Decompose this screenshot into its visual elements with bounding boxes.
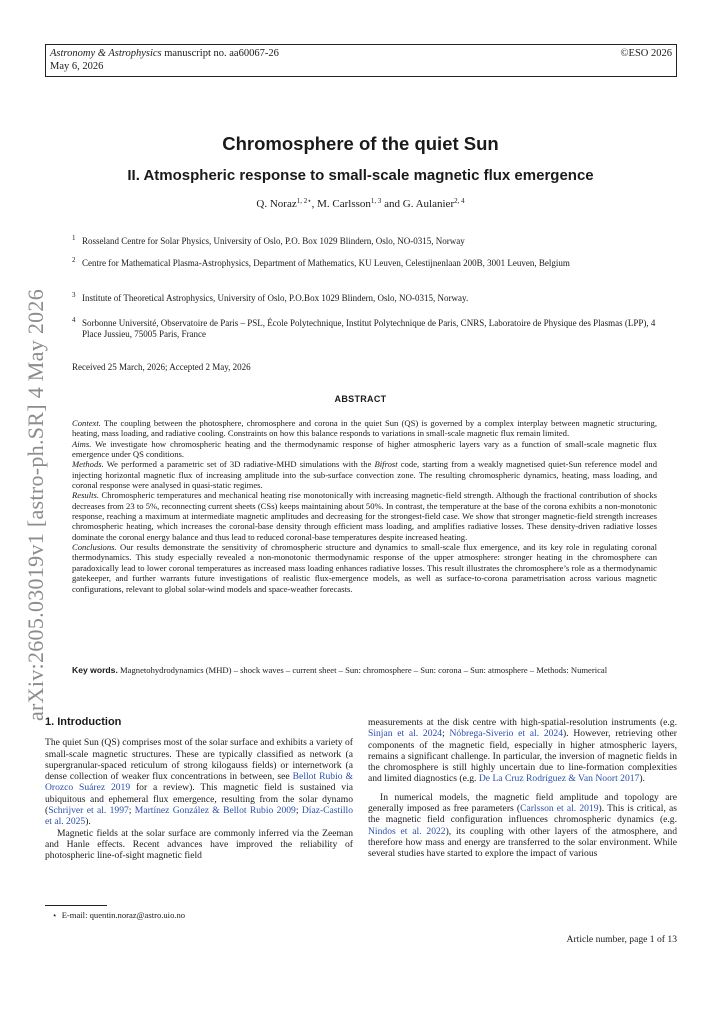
- abstract-conclusions: [72, 542, 657, 594]
- paragraph-text: The quiet Sun (QS) comprises most of the solar surface and exhibits a variety of small-scale magnetic structures. These are typically classified as network (a supergranular-spaced reticulum of strong kilogauss fields) or internetwork (a dense collection of weaker flux concentrations in between, see: [45, 737, 353, 783]
- citation-link[interactable]: De La Cruz Rodríguez & Van Noort 2017: [478, 773, 640, 785]
- affiliation-number: 2: [72, 256, 76, 264]
- author-separator: and: [381, 198, 403, 210]
- footnote-email: E-mail: quentin.noraz@astro.uio.no: [61, 910, 186, 920]
- arxiv-stamp-text: arXiv:2605.03019v1 [astro-ph.SR] 4 May 2026: [23, 288, 48, 722]
- paragraph: [368, 792, 677, 860]
- paragraph-text: ). This is critical, as the magnetic field configuration influences chromospheric dynamics (e.g.: [368, 803, 677, 826]
- affiliation-text: Institute of Theoretical Astrophysics, University of Oslo, P.O.Box 1029 Blindern, Oslo, NO-0315, Norway.: [82, 293, 469, 303]
- paragraph: measurements at the disk centre with high-spatial-resolution instruments (e.g. Sinjan et al. 2024; Nóbrega-Siverio et al. 2024). However, retrieving other components of the magnetic field, especially in higher atmospheric layers, remains a significant challenge. In particular, the inversion of magnetic fields in the chromosphere is still highly uncertain due to line-formation complexities and limited diagnostics (e.g. De La Cruz Rodríguez & Van Noort 2017).: [368, 717, 677, 785]
- paper-subtitle: II. Atmospheric response to small-scale magnetic flux emergence: [127, 167, 594, 184]
- abstract-label: Context.: [72, 418, 101, 428]
- paper-title: Chromosphere of the quiet Sun: [222, 133, 499, 154]
- author-name: M. Carlsson: [317, 198, 371, 210]
- keywords-text: Magnetohydrodynamics (MHD) – shock waves – current sheet – Sun: chromosphere – Sun: corona – Sun: atmosphere – Methods: Numerical: [120, 665, 608, 675]
- author-affiliation-marks: 2, 4: [454, 197, 465, 205]
- copyright: ©ESO 2026: [620, 48, 672, 59]
- paragraph-text: ).: [639, 773, 645, 785]
- author-separator: ,: [311, 198, 318, 210]
- code-name: Bifrost: [374, 459, 398, 470]
- page-number-label: Article number, page 1 of 13: [566, 934, 677, 945]
- affiliation: [72, 236, 657, 247]
- abstract-context: [72, 418, 657, 439]
- manuscript-line: [50, 47, 672, 60]
- right-column: [368, 717, 677, 860]
- citation-link[interactable]: Sinjan et al. 2024: [368, 728, 443, 740]
- journal-name: Astronomy & Astrophysics: [50, 48, 162, 59]
- paragraph-text: ).: [85, 816, 91, 828]
- author-list: [0, 198, 721, 210]
- author-name: G. Aulanier: [402, 198, 455, 210]
- abstract-text: Our results demonstrate the sensitivity of chromospheric structure and dynamics to small-scale flux emergence, and its key role in regulating coronal thermodynamics. This study especially revealed a non-monotonic thermodynamic response of the upper atmosphere: stronger heating in the chromosphere can paradoxically lead to lower coronal temperatures as increased mass loading enhances radiative losses. This result illustrates the chromosphere’s role as a thermodynamic gatekeeper, and further warrants future investigations of realistic flux-emergence models, as well as surface-to-corona parametrisation across various magnetic configurations, relevant to global solar-wind models and space-weather forecasts.: [72, 542, 657, 594]
- manuscript-number: manuscript no. aa60067-26: [164, 48, 279, 59]
- manuscript-date: May 6, 2026: [50, 61, 104, 72]
- author-affiliation-marks: 1, 3: [370, 197, 382, 205]
- abstract-text: We performed a parametric set of 3D radiative-MHD simulations with the: [106, 459, 372, 470]
- paragraph: Magnetic fields at the solar surface are commonly inferred via the Zeeman and Hanle effects. Recent advances have improved the reliability of photospheric line-of-sight magnetic field: [45, 827, 353, 862]
- section-heading: 1. Introduction: [45, 716, 122, 728]
- affiliation: [72, 293, 657, 304]
- citation-link[interactable]: Nindos et al. 2022: [368, 825, 446, 837]
- citation-link[interactable]: Bellot Rubio & Orozco Suárez 2019: [45, 771, 353, 794]
- affiliation-text: Rosseland Centre for Solar Physics, University of Oslo, P.O. Box 1029 Blindern, Oslo, NO-0315, Norway: [82, 236, 465, 246]
- keywords-label: Key words.: [72, 665, 118, 675]
- paragraph-text: ). However, retrieving other components of the magnetic field, especially in higher atmospheric layers, remains a significant challenge. In particular, the inversion of magnetic fields in the chromosphere is still highly uncertain due to line-formation complexities and limited diagnostics (e.g.: [368, 728, 677, 785]
- abstract-methods: [72, 459, 657, 490]
- affiliation-text: Centre for Mathematical Plasma-Astrophysics, Department of Mathematics, KU Leuven, Celestijnenlaan 200B, 3001 Leuven, Belgium: [82, 258, 570, 268]
- footnote-divider: [45, 905, 107, 906]
- manuscript-header: [45, 44, 677, 77]
- left-column: [45, 717, 353, 862]
- abstract-text: We investigate how chromospheric heating and the thermodynamic response of higher atmospheric layers vary as a function of small-scale magnetic flux emergence under QS conditions.: [72, 438, 657, 460]
- abstract-aims: [72, 439, 657, 460]
- abstract-label: Aims.: [72, 438, 92, 449]
- abstract-results: [72, 490, 657, 542]
- affiliation-number: 1: [72, 234, 76, 242]
- affiliation: [72, 258, 657, 269]
- abstract-body: [72, 418, 657, 594]
- affiliation-number: 3: [72, 291, 76, 299]
- abstract-text: The coupling between the photosphere, chromosphere and corona in the quiet Sun (QS) is governed by a complex interplay between magnetic structuring, heating, mass loading, and radiative cooling. Constraints on how this balance responds to variations in small-scale magnetic flux remain limited.: [72, 418, 657, 439]
- paragraph-text: ), its coupling with other layers of the atmosphere, and therefore how mass and energy are transferred to the solar environment. While several studies have started to explore the impact of various: [368, 825, 677, 860]
- author-name: Q. Noraz: [256, 198, 297, 210]
- footnote-mark: ⋆: [52, 910, 58, 920]
- affiliation-number: 4: [72, 316, 76, 324]
- paragraph-text: In numerical models, the magnetic field amplitude and topology are generally imposed as free parameters (: [368, 791, 677, 815]
- keywords: [72, 665, 657, 676]
- author-affiliation-marks: 1, 2⋆: [296, 197, 312, 205]
- abstract-text: Chromospheric temperatures and mechanical heating rise monotonically with increasing magnetic-field strength. Although the fractional contribution of shocks decreases from 23 to 5%, reconnecting current sheets (CSs) keeps maintaining about 50%. In contrast, the temperature at the base of the corona exhibits a non-monotonic response, reaching a maximum at intermediate magnetic amplitudes and decreasing for the strongest-field case. We show that stronger magnetic-field strength increases chromospheric heating, which increases the coronal-base density through efficient mass loading, and amplifies radiative losses. These density-driven radiative losses dominate the coronal energy balance and thus lead to reduced coronal-base temperatures despite increased heating.: [72, 490, 657, 542]
- citation-link[interactable]: Díaz-Castillo et al. 2025: [45, 805, 353, 828]
- arxiv-identifier-stamp: [6, 270, 66, 740]
- paragraph-text: for a review). This magnetic field is sustained via ubiquitous and ephemeral flux emergence, resulting from the solar dynamo (: [45, 782, 353, 817]
- abstract-heading: ABSTRACT: [334, 394, 387, 404]
- citation-link[interactable]: Nóbrega-Siverio et al. 2024: [449, 728, 564, 740]
- paragraph: The quiet Sun (QS) comprises most of the solar surface and exhibits a variety of small-scale magnetic structures. These are typically classified as network (a supergranular-spaced reticulum of strong kilogauss fields) or internetwork (a dense collection of weaker flux concentrations in between, see Bellot Rubio & Orozco Suárez 2019 for a review). This magnetic field is sustained via ubiquitous and ephemeral flux emergence, resulting from the solar dynamo (Schrijver et al. 1997; Martínez González & Bellot Rubio 2009; Díaz-Castillo et al. 2025).: [45, 737, 353, 828]
- abstract-label: Conclusions.: [72, 542, 117, 553]
- abstract-text: code, starting from a weakly magnetised quiet-Sun reference model and injecting horizontal magnetic flux of increasing amplitude into the sub-surface convection zone. The resulting chromospheric dynamics, heating, mass loading, and coronal response were analysed in quasi-static regimes.: [72, 459, 658, 491]
- footnote: [52, 910, 185, 921]
- affiliation: [72, 318, 657, 340]
- received-accepted-dates: Received 25 March, 2026; Accepted 2 May, 2026: [72, 362, 251, 372]
- citation-link[interactable]: Carlsson et al. 2019: [520, 803, 599, 815]
- paragraph-text: measurements at the disk centre with high-spatial-resolution instruments (e.g.: [368, 717, 677, 728]
- abstract-label: Methods.: [72, 459, 104, 470]
- affiliation-text: Sorbonne Université, Observatoire de Paris – PSL, École Polytechnique, Institut Polytechnique de Paris, CNRS, Laboratoire de Physique des Plasmas (LPP), 4 Place Jussieu, 75005 Paris, France: [82, 318, 656, 339]
- citation-link[interactable]: Schrijver et al. 1997: [48, 805, 129, 817]
- citation-link[interactable]: Martínez González & Bellot Rubio 2009: [134, 805, 296, 817]
- abstract-label: Results.: [72, 490, 99, 501]
